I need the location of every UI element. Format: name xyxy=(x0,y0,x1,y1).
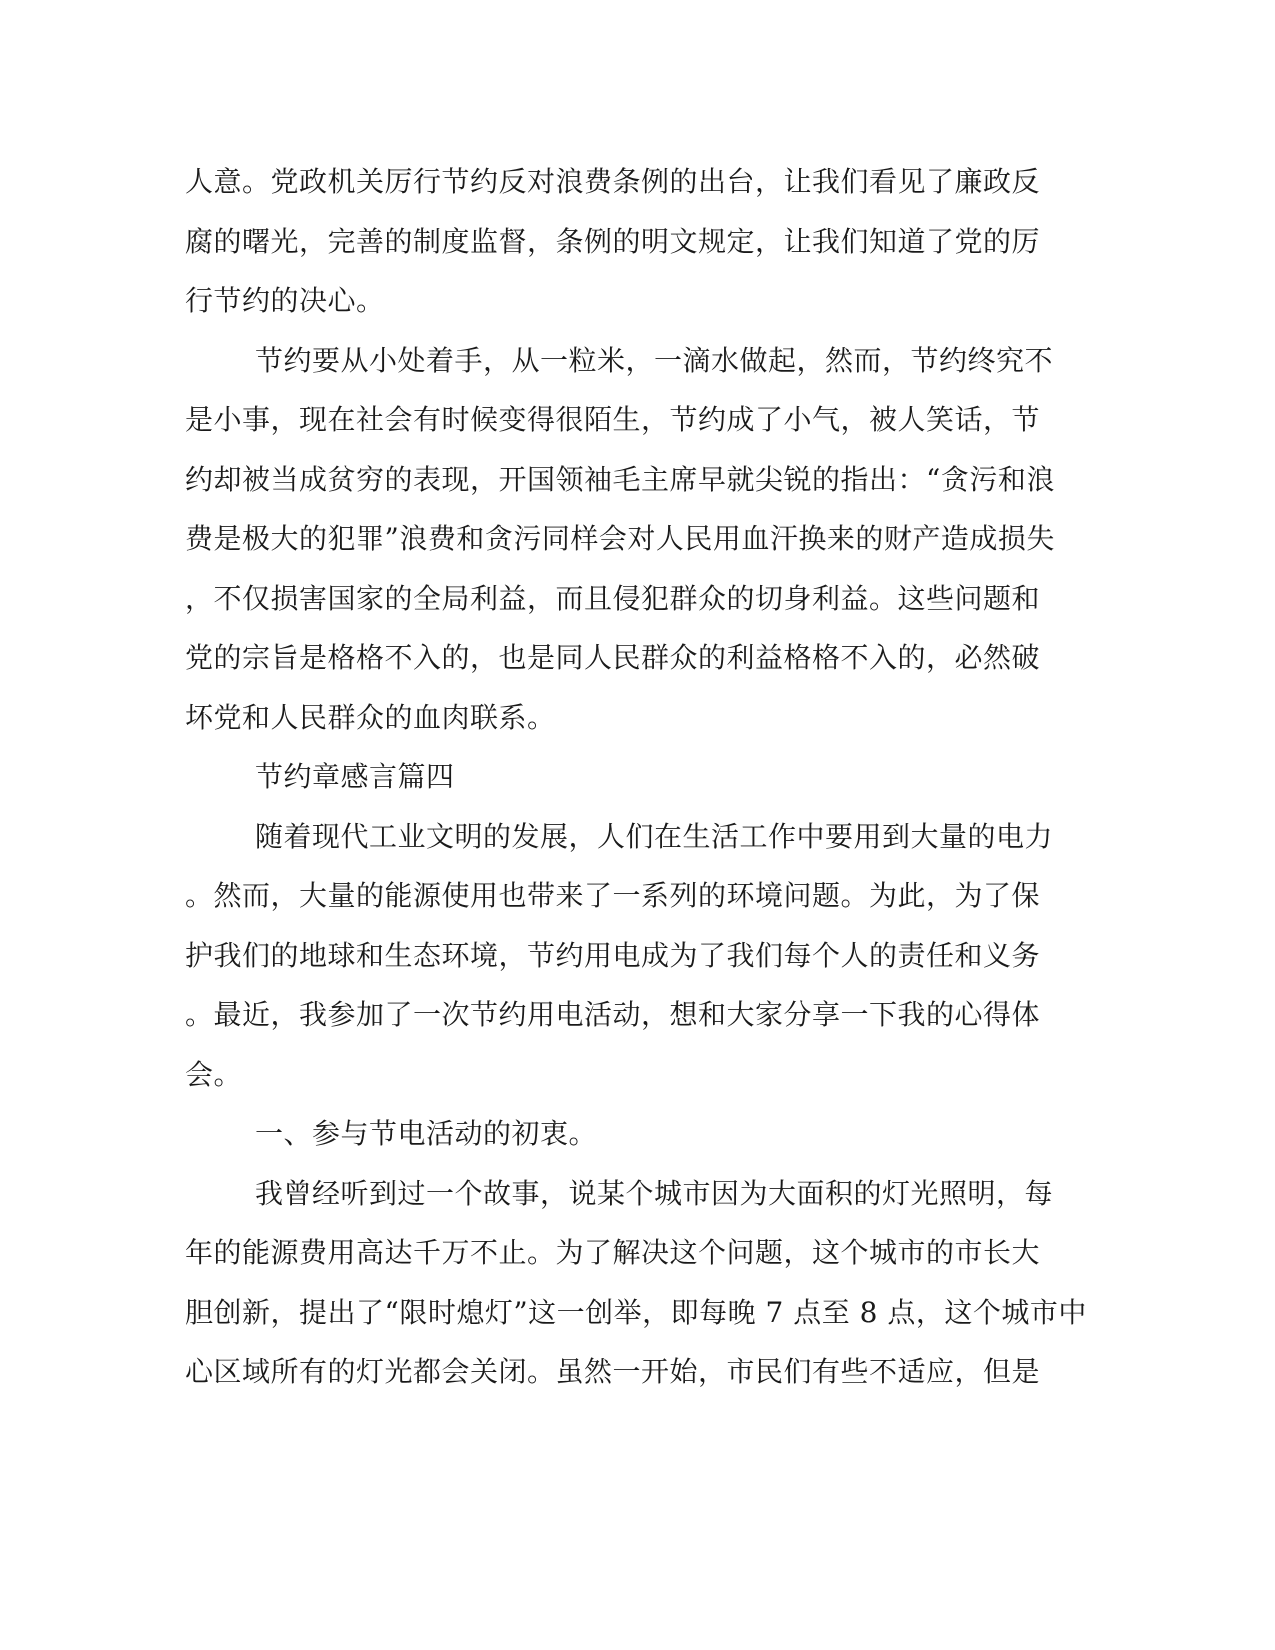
text-line: 护我们的地球和生态环境，节约用电成为了我们每个人的责任和义务 xyxy=(185,938,1041,972)
text-line: 会。 xyxy=(185,1057,243,1091)
text-line: 胆创新，提出了“限时熄灯”这一创举，即每晚 7 点至 8 点，这个城市中 xyxy=(185,1295,1087,1329)
paragraph-first-line: 随着现代工业文明的发展，人们在生活工作中要用到大量的电力 xyxy=(255,819,1054,853)
text-line: ，不仅损害国家的全局利益，而且侵犯群众的切身利益。这些问题和 xyxy=(185,581,1041,615)
text-line: 是小事，现在社会有时候变得很陌生，节约成了小气，被人笑话，节 xyxy=(185,403,1041,436)
text-line: 党的宗旨是格格不入的，也是同人民群众的利益格格不入的，必然破 xyxy=(185,641,1041,674)
text-line: 心区域所有的灯光都会关闭。虽然一开始，市民们有些不适应，但是 xyxy=(185,1355,1041,1388)
paragraph-first-line: 节约要从小处着手，从一粒米，一滴水做起，然而，节约终究不 xyxy=(255,343,1054,377)
text-line: 行节约的决心。 xyxy=(185,284,385,317)
text-line: 约却被当成贫穷的表现，开国领袖毛主席早就尖锐的指出：“贪污和浪 xyxy=(185,462,1055,496)
text-line: 人意。党政机关厉行节约反对浪费条例的出台，让我们看见了廉政反 xyxy=(185,165,1041,198)
paragraph-first-line: 我曾经听到过一个故事，说某个城市因为大面积的灯光照明，每 xyxy=(255,1176,1054,1210)
section-heading: 节约章感言篇四 xyxy=(255,760,455,793)
text-line: 坏党和人民群众的血肉联系。 xyxy=(185,700,556,734)
subsection-heading: 一、参与节电活动的初衷。 xyxy=(255,1117,598,1150)
text-line: 。最近，我参加了一次节约用电活动，想和大家分享一下我的心得体 xyxy=(185,998,1041,1031)
text-line: 费是极大的犯罪”浪费和贪污同样会对人民用血汗换来的财产造成损失 xyxy=(185,522,1055,555)
text-line: 腐的曙光，完善的制度监督，条例的明文规定，让我们知道了党的厉 xyxy=(185,224,1041,258)
text-line: 。然而，大量的能源使用也带来了一系列的环境问题。为此，为了保 xyxy=(185,879,1041,912)
document-body xyxy=(185,160,1087,1410)
text-line: 年的能源费用高达千万不止。为了解决这个问题，这个城市的市长大 xyxy=(185,1236,1041,1269)
